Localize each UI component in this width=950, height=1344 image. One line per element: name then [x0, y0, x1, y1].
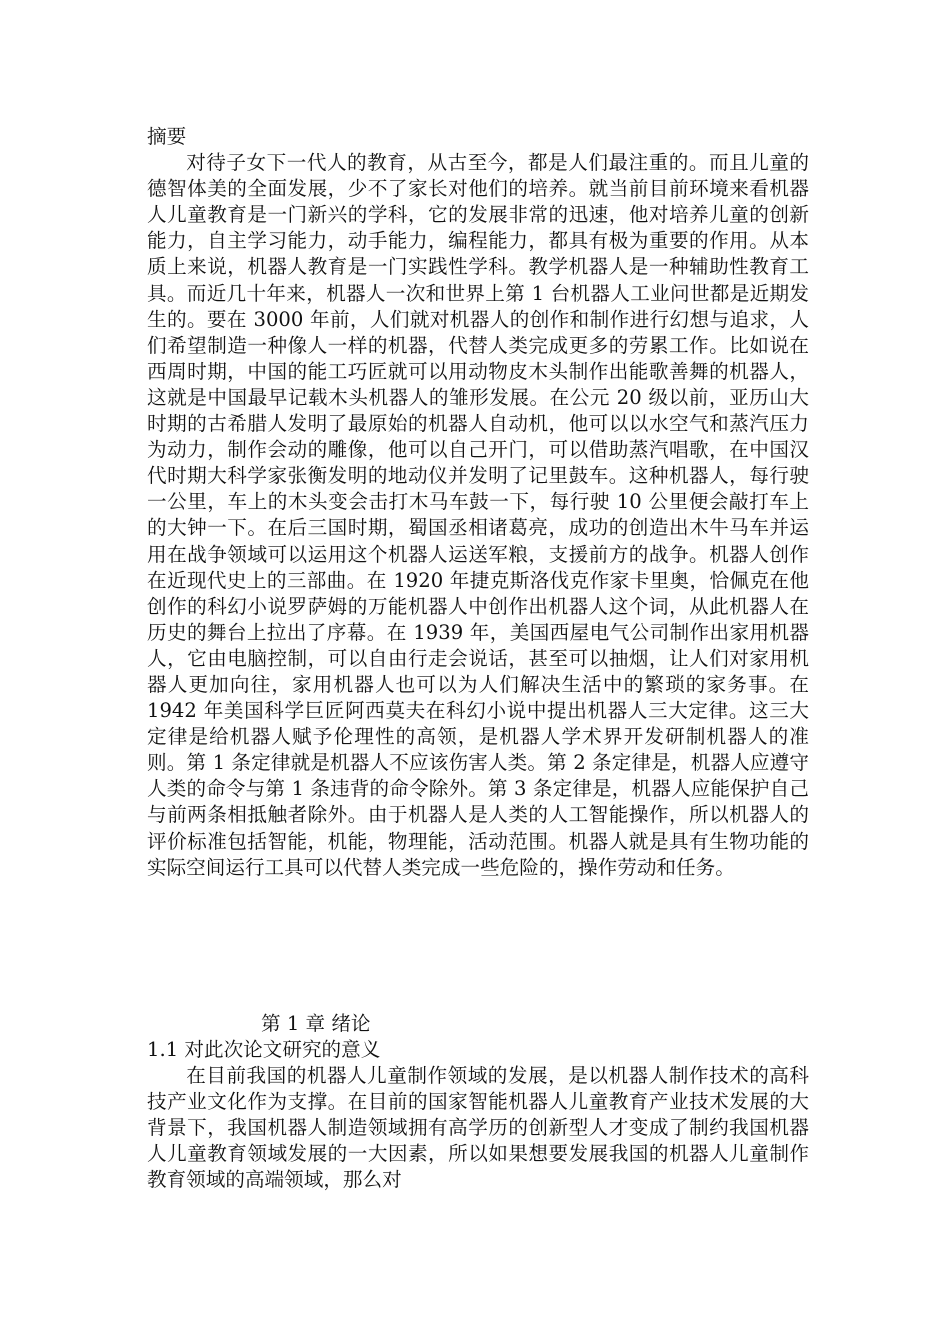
chapter-title: 第 1 章 绪论	[261, 1011, 371, 1035]
section-title: 1.1 对此次论文研究的意义	[147, 1037, 381, 1061]
abstract-body: 对待子女下一代人的教育，从古至今，都是人们最注重的。而且儿童的德智体美的全面发展，少不了家长对他们的培养。就当前目前环境来看机器人儿童教育是一门新兴的学科，它的发展非常的迅速，他对培养儿童的创新能力，自主学习能力，动手能力，编程能力，都具有极为重要的作用。从本质上来说，机器人教育是一门实践性学科。教学机器人是一种辅助性教育工具。而近几十年来，机器人一次和世界上第 1 台机器人工业问世都是近期发生的。要在 3000 年前，人们就对机器人的创作和制作进行幻想与追求，人们希望制造一种像人一样的机器，代替人类完成更多的劳累工作。比如说在西周时期，中国的能工巧匠就可以用动物皮木头制作出能歌善舞的机器人，这就是中国最早记载木头机器人的雏形发展。在公元 20 级以前，亚历山大时期的古希腊人发明了最原始的机器人自动机，他可以以水空气和蒸汽压力为动力，制作会动的雕像，他可以自己开门，可以借助蒸汽唱歌，在中国汉代时期大科学家张衡发明的地动仪并发明了记里鼓车。这种机器人，每行驶一公里，车上的木头变会击打木马车鼓一下，每行驶 10 公里便会敲打车上的大钟一下。在后三国时期，蜀国丞相诸葛亮，成功的创造出木牛马车并运用在战争领域可以运用这个机器人运送军粮，支援前方的战争。机器人创作在近现代史上的三部曲。在 1920 年捷克斯洛伐克作家卡里奥，恰佩克在他创作的科幻小说罗萨姆的万能机器人中创作出机器人这个词，从此机器人在历史的舞台上拉出了序幕。在 1939 年，美国西屋电气公司制作出家用机器人，它由电脑控制，可以自由行走会说话，甚至可以抽烟，让人们对家用机器人更加向往，家用机器人也可以为人们解决生活中的繁琐的家务事。在 1942 年美国科学巨匠阿西莫夫在科幻小说中提出机器人三大定律。这三大定律是给机器人赋予伦理性的高领，是机器人学术界开发研制机器人的准则。第 1 条定律就是机器人不应该伤害人类。第 2 条定律是，机器人应遵守人类的命令与第 1 条违背的命令除外。第 3 条定律是，机器人应能保护自己与前两条相抵触者除外。由于机器人是人类的人工智能操作，所以机器人的评价标准包括智能，机能，物理能，活动范围。机器人就是具有生物功能的实际空间运行工具可以代替人类完成一些危险的，操作劳动和任务。	[147, 151, 809, 879]
document-content	[147, 124, 809, 1193]
section-body: 在目前我国的机器人儿童制作领域的发展，是以机器人制作技术的高科技产业文化作为支撑。在目前的国家智能机器人儿童教育产业技术发展的大背景下，我国机器人制造领域拥有高学历的创新型人才变成了制约我国机器人儿童教育领域发展的一大因素，所以如果想要发展我国的机器人儿童制作教育领域的高端领域，那么对	[147, 1063, 809, 1192]
section-spacer	[147, 881, 809, 1011]
abstract-heading: 摘要	[147, 125, 187, 148]
